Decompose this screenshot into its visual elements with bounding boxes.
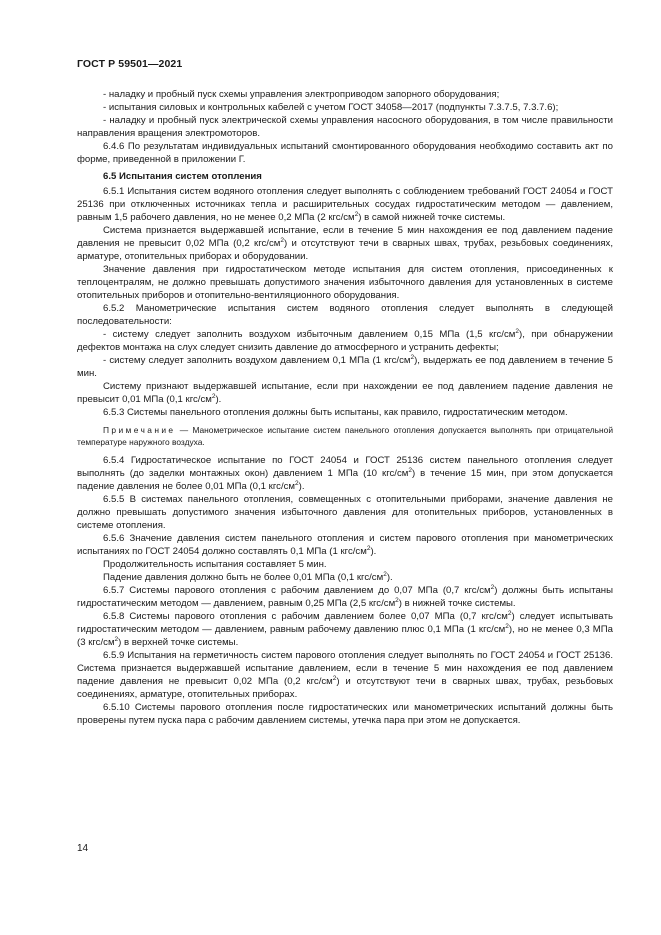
clause-6-5-9: 6.5.9 Испытания на герметичность систем парового отопления следует выполнять по ГОСТ 24054 и ГОСТ 25136. Система признается выдержавшей испытание давлением, если в течение 5 мин нахождения ее под давлением падение давления не превысит 0,02 МПа (0,2 кгс/$см^2$) и отсутствуют течи в сварных швах, трубах, резьбовых соединениях, арматуре, отопительных приборах. bbox=[77, 650, 613, 700]
clause-6-5-3: 6.5.3 Системы панельного отопления должны быть испытаны, как правило, гидростатическим методом. bbox=[103, 407, 568, 418]
clause-6-5-8: 6.5.8 Системы парового отопления с рабочим давлением более 0,07 МПа (0,7 кгс/$см^2$) следует испытывать гидростатическим методом — давлением, равным рабочему давлению плюс 0,1 МПа (1 кгс/$см^2$), но не менее 0,3 МПа (3 кгс/$см^2$) в верхней точке системы. bbox=[77, 609, 614, 648]
paragraph-pressure-limit: Значение давления при гидростатическом методе испытания для систем отопления, присоединенных к теплоцентралям, не должно превышать допустимого значения избыточного давления для установленных в системе отопительных приборов и отопительно-вентиляционного оборудования. bbox=[77, 264, 613, 301]
paragraph-acceptance-criteria: Система признается выдержавшей испытание, если в течение 5 мин нахождения ее под давлением падение давления не превысит 0,02 МПа (0,2 кгс/$см^2$) и отсутствуют течи в сварных швах, трубах, резьбовых соединениях, арматуре, отопительных приборах и оборудовании. bbox=[77, 225, 613, 262]
clause-6-4-6: 6.4.6 По результатам индивидуальных испытаний смонтированного оборудования необходимо составить акт по форме, приведенной в приложении Г. bbox=[77, 141, 613, 165]
section-heading-6-5: 6.5 Испытания систем отопления bbox=[103, 171, 262, 182]
page-number: 14 bbox=[77, 843, 89, 854]
list-item-pump-scheme: - наладку и пробный пуск электрической схемы управления насосного оборудования, в том числе правильности направления вращения электромоторов. bbox=[77, 115, 613, 139]
clause-6-5-7: 6.5.7 Системы парового отопления с рабочим давлением до 0,07 МПа (0,7 кгс/$см^2$) должны быть испытаны гидростатическим методом — давлением, равным 0,25 МПа (2,5 кгс/$см^2$) в нижней точке системы. bbox=[77, 583, 614, 609]
note bbox=[77, 424, 613, 448]
clause-6-5-4: 6.5.4 Гидростатическое испытание по ГОСТ 24054 и ГОСТ 25136 систем панельного отопления следует выполнять (до заделки монтажных окон) давлением 1 МПа (10 кгс/$см^2$) в течение 15 мин, при этом допускается падение давления не более 0,01 МПа (0,1 кгс/$см^2$). bbox=[77, 455, 613, 492]
clause-6-5-10: 6.5.10 Системы парового отопления после гидростатических или манометрических испытаний должны быть проверены путем пуска пара с рабочим давлением системы, утечка пара при этом не допускается. bbox=[77, 702, 613, 726]
clause-6-5-5: 6.5.5 В системах панельного отопления, совмещенных с отопительными приборами, значение давления не должно превышать допустимого значения избыточного давления для отопительных приборов, установленных в системе отопления. bbox=[77, 494, 613, 531]
note-label: Примечание bbox=[103, 425, 176, 435]
list-item-air-fill-2: - систему следует заполнить воздухом давлением 0,1 МПа (1 кгс/$см^2$), выдержать ее под давлением в течение 5 мин. bbox=[77, 353, 614, 379]
paragraph-pressure-drop: Падение давления должно быть не более 0,01 МПа (0,1 кгс/$см^2$). bbox=[103, 570, 393, 583]
paragraph-duration: Продолжительность испытания составляет 5 мин. bbox=[103, 559, 327, 570]
document-header: ГОСТ Р 59501—2021 bbox=[77, 58, 183, 70]
clause-6-5-6: 6.5.6 Значение давления систем панельного отопления и систем парового отопления при манометрических испытаниях по ГОСТ 24054 должно составлять 0,1 МПа (1 кгс/$см^2$). bbox=[77, 533, 613, 557]
page-body bbox=[77, 88, 613, 727]
list-item-cable-tests: - испытания силовых и контрольных кабелей с учетом ГОСТ 34058—2017 (подпункты 7.3.7.5, 7.3.7.6); bbox=[103, 102, 559, 113]
clause-6-5-2: 6.5.2 Манометрические испытания систем водяного отопления следует выполнять в следующей последовательности: bbox=[77, 303, 613, 327]
note-text: — Манометрическое испытание систем панельного отопления допускается выполнять при отрицательной температуре наружного воздуха. bbox=[77, 425, 613, 447]
paragraph-manometric-acceptance: Систему признают выдержавшей испытание, если при нахождении ее под давлением падение давления не превысит 0,01 МПа (0,1 кгс/$см^2$). bbox=[77, 381, 613, 405]
list-item-air-fill-1: - систему следует заполнить воздухом избыточным давлением 0,15 МПа (1,5 кгс/$см^2$), при обнаружении дефектов монтажа на слух следует снизить давление до атмосферного и устранить дефекты; bbox=[77, 327, 613, 353]
clause-6-5-1: 6.5.1 Испытания систем водяного отопления следует выполнять с соблюдением требований ГОСТ 24054 и ГОСТ 25136 при отключенных источниках тепла и расширительных сосудах гидростатическим методом — давлением, равным 1,5 рабочего давления, но не менее 0,2 МПа (2 кгс/$см^2$) в самой нижней точке системы. bbox=[77, 186, 613, 223]
list-item-control-scheme: - наладку и пробный пуск схемы управления электроприводом запорного оборудования; bbox=[103, 89, 500, 100]
